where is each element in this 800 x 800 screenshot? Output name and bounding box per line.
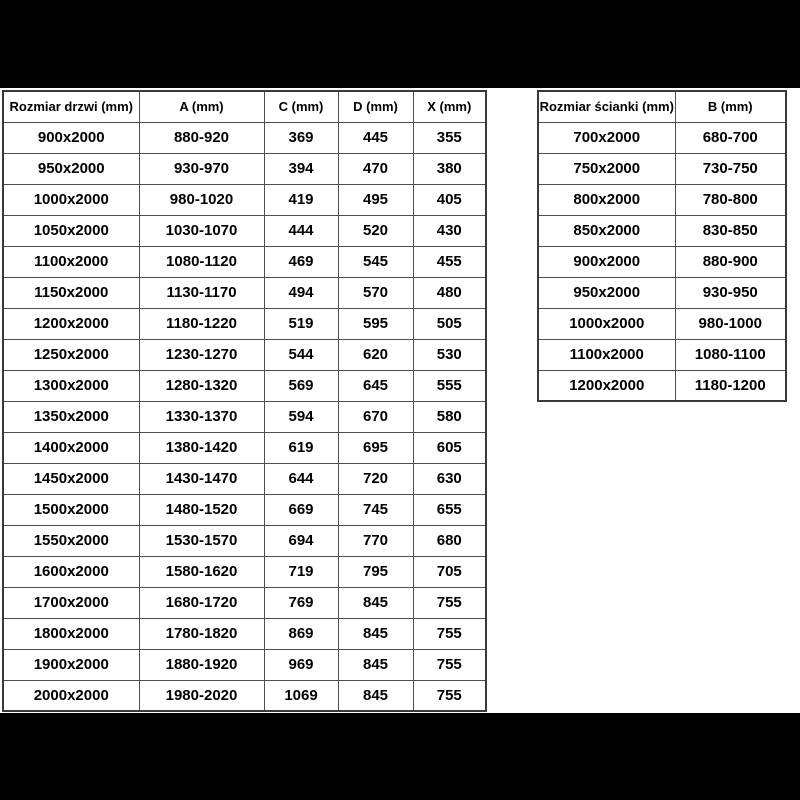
table-cell: 1050x2000 xyxy=(3,215,139,246)
table-cell: 1480-1520 xyxy=(139,494,264,525)
table-cell: 795 xyxy=(338,556,413,587)
table-cell: 430 xyxy=(413,215,486,246)
table-cell: 2000x2000 xyxy=(3,680,139,711)
table-cell: 1580-1620 xyxy=(139,556,264,587)
table-cell: 644 xyxy=(264,463,338,494)
table-cell: 880-920 xyxy=(139,122,264,153)
table-cell: 1430-1470 xyxy=(139,463,264,494)
table-cell: 519 xyxy=(264,308,338,339)
table-row xyxy=(3,401,486,432)
table-cell: 1900x2000 xyxy=(3,649,139,680)
table-cell: 394 xyxy=(264,153,338,184)
table-cell: 1230-1270 xyxy=(139,339,264,370)
table-cell: 1530-1570 xyxy=(139,525,264,556)
table-cell: 369 xyxy=(264,122,338,153)
table-cell: 950x2000 xyxy=(538,277,675,308)
table-row xyxy=(538,308,786,339)
table-cell: 1980-2020 xyxy=(139,680,264,711)
table-cell: 544 xyxy=(264,339,338,370)
table-cell: 1350x2000 xyxy=(3,401,139,432)
table-cell: 555 xyxy=(413,370,486,401)
table-cell: 1200x2000 xyxy=(3,308,139,339)
door-dimensions-table xyxy=(2,90,487,712)
table-cell: 930-970 xyxy=(139,153,264,184)
table-cell: 880-900 xyxy=(675,246,786,277)
table-cell: 419 xyxy=(264,184,338,215)
table-cell: 505 xyxy=(413,308,486,339)
table-cell: 780-800 xyxy=(675,184,786,215)
door-table-body xyxy=(3,122,486,711)
table-cell: 594 xyxy=(264,401,338,432)
table-cell: 950x2000 xyxy=(3,153,139,184)
wall-table-body xyxy=(538,122,786,401)
table-cell: 930-950 xyxy=(675,277,786,308)
table-row xyxy=(538,153,786,184)
table-cell: 869 xyxy=(264,618,338,649)
table-cell: 1080-1100 xyxy=(675,339,786,370)
table-row xyxy=(3,680,486,711)
table-cell: 1800x2000 xyxy=(3,618,139,649)
table-cell: 1000x2000 xyxy=(3,184,139,215)
table-cell: 1080-1120 xyxy=(139,246,264,277)
table-row xyxy=(538,370,786,401)
column-header: C (mm) xyxy=(264,91,338,122)
table-cell: 1300x2000 xyxy=(3,370,139,401)
table-cell: 769 xyxy=(264,587,338,618)
table-cell: 494 xyxy=(264,277,338,308)
table-cell: 620 xyxy=(338,339,413,370)
table-cell: 445 xyxy=(338,122,413,153)
header-row xyxy=(3,91,486,122)
table-cell: 1880-1920 xyxy=(139,649,264,680)
table-cell: 1150x2000 xyxy=(3,277,139,308)
table-cell: 800x2000 xyxy=(538,184,675,215)
table-cell: 444 xyxy=(264,215,338,246)
bottom-black-bar xyxy=(0,713,800,800)
table-cell: 1600x2000 xyxy=(3,556,139,587)
table-row xyxy=(3,184,486,215)
table-row xyxy=(538,215,786,246)
table-cell: 830-850 xyxy=(675,215,786,246)
table-cell: 900x2000 xyxy=(538,246,675,277)
table-row xyxy=(538,246,786,277)
table-cell: 1280-1320 xyxy=(139,370,264,401)
table-cell: 670 xyxy=(338,401,413,432)
table-cell: 1400x2000 xyxy=(3,432,139,463)
table-cell: 845 xyxy=(338,649,413,680)
table-cell: 1100x2000 xyxy=(538,339,675,370)
table-cell: 755 xyxy=(413,618,486,649)
table-cell: 755 xyxy=(413,680,486,711)
column-header: B (mm) xyxy=(675,91,786,122)
column-header: Rozmiar ścianki (mm) xyxy=(538,91,675,122)
table-cell: 605 xyxy=(413,432,486,463)
table-cell: 695 xyxy=(338,432,413,463)
table-cell: 1180-1200 xyxy=(675,370,786,401)
table-cell: 655 xyxy=(413,494,486,525)
table-cell: 530 xyxy=(413,339,486,370)
table-cell: 755 xyxy=(413,587,486,618)
table-cell: 1550x2000 xyxy=(3,525,139,556)
table-cell: 355 xyxy=(413,122,486,153)
table-cell: 845 xyxy=(338,618,413,649)
table-row xyxy=(3,339,486,370)
table-cell: 900x2000 xyxy=(3,122,139,153)
wall-dimensions-table xyxy=(537,90,787,402)
table-cell: 1680-1720 xyxy=(139,587,264,618)
column-header: D (mm) xyxy=(338,91,413,122)
top-black-bar xyxy=(0,0,800,88)
table-cell: 719 xyxy=(264,556,338,587)
table-row xyxy=(3,618,486,649)
table-cell: 1250x2000 xyxy=(3,339,139,370)
table-cell: 680 xyxy=(413,525,486,556)
table-cell: 750x2000 xyxy=(538,153,675,184)
table-row xyxy=(3,122,486,153)
table-cell: 1500x2000 xyxy=(3,494,139,525)
table-cell: 850x2000 xyxy=(538,215,675,246)
table-cell: 480 xyxy=(413,277,486,308)
table-row xyxy=(3,277,486,308)
table-cell: 619 xyxy=(264,432,338,463)
content-area xyxy=(0,88,800,713)
table-cell: 1180-1220 xyxy=(139,308,264,339)
table-cell: 680-700 xyxy=(675,122,786,153)
table-cell: 1130-1170 xyxy=(139,277,264,308)
table-cell: 1780-1820 xyxy=(139,618,264,649)
table-cell: 1100x2000 xyxy=(3,246,139,277)
table-cell: 730-750 xyxy=(675,153,786,184)
table-cell: 969 xyxy=(264,649,338,680)
wall-table-header xyxy=(538,91,786,122)
table-row xyxy=(3,308,486,339)
table-cell: 405 xyxy=(413,184,486,215)
header-row xyxy=(538,91,786,122)
table-cell: 1450x2000 xyxy=(3,463,139,494)
table-cell: 980-1000 xyxy=(675,308,786,339)
table-cell: 700x2000 xyxy=(538,122,675,153)
table-row xyxy=(3,494,486,525)
table-cell: 694 xyxy=(264,525,338,556)
table-cell: 595 xyxy=(338,308,413,339)
table-cell: 755 xyxy=(413,649,486,680)
table-cell: 580 xyxy=(413,401,486,432)
table-row xyxy=(3,246,486,277)
table-row xyxy=(3,432,486,463)
table-cell: 1700x2000 xyxy=(3,587,139,618)
table-cell: 545 xyxy=(338,246,413,277)
table-cell: 569 xyxy=(264,370,338,401)
table-row xyxy=(3,153,486,184)
table-cell: 1069 xyxy=(264,680,338,711)
table-row xyxy=(3,649,486,680)
table-row xyxy=(538,184,786,215)
table-row xyxy=(3,525,486,556)
table-cell: 570 xyxy=(338,277,413,308)
table-row xyxy=(3,587,486,618)
table-cell: 980-1020 xyxy=(139,184,264,215)
door-table-header xyxy=(3,91,486,122)
table-cell: 745 xyxy=(338,494,413,525)
table-cell: 455 xyxy=(413,246,486,277)
table-cell: 469 xyxy=(264,246,338,277)
table-row xyxy=(538,277,786,308)
table-cell: 705 xyxy=(413,556,486,587)
table-cell: 1000x2000 xyxy=(538,308,675,339)
column-header: A (mm) xyxy=(139,91,264,122)
table-cell: 1200x2000 xyxy=(538,370,675,401)
table-row xyxy=(3,215,486,246)
table-cell: 1380-1420 xyxy=(139,432,264,463)
table-cell: 380 xyxy=(413,153,486,184)
table-cell: 630 xyxy=(413,463,486,494)
table-row xyxy=(3,463,486,494)
table-cell: 770 xyxy=(338,525,413,556)
table-cell: 1330-1370 xyxy=(139,401,264,432)
table-cell: 495 xyxy=(338,184,413,215)
table-cell: 470 xyxy=(338,153,413,184)
column-header: X (mm) xyxy=(413,91,486,122)
table-cell: 669 xyxy=(264,494,338,525)
table-cell: 520 xyxy=(338,215,413,246)
table-row xyxy=(3,556,486,587)
table-cell: 720 xyxy=(338,463,413,494)
table-row xyxy=(3,370,486,401)
table-cell: 1030-1070 xyxy=(139,215,264,246)
table-cell: 645 xyxy=(338,370,413,401)
table-row xyxy=(538,122,786,153)
table-cell: 845 xyxy=(338,680,413,711)
table-row xyxy=(538,339,786,370)
table-cell: 845 xyxy=(338,587,413,618)
column-header: Rozmiar drzwi (mm) xyxy=(3,91,139,122)
